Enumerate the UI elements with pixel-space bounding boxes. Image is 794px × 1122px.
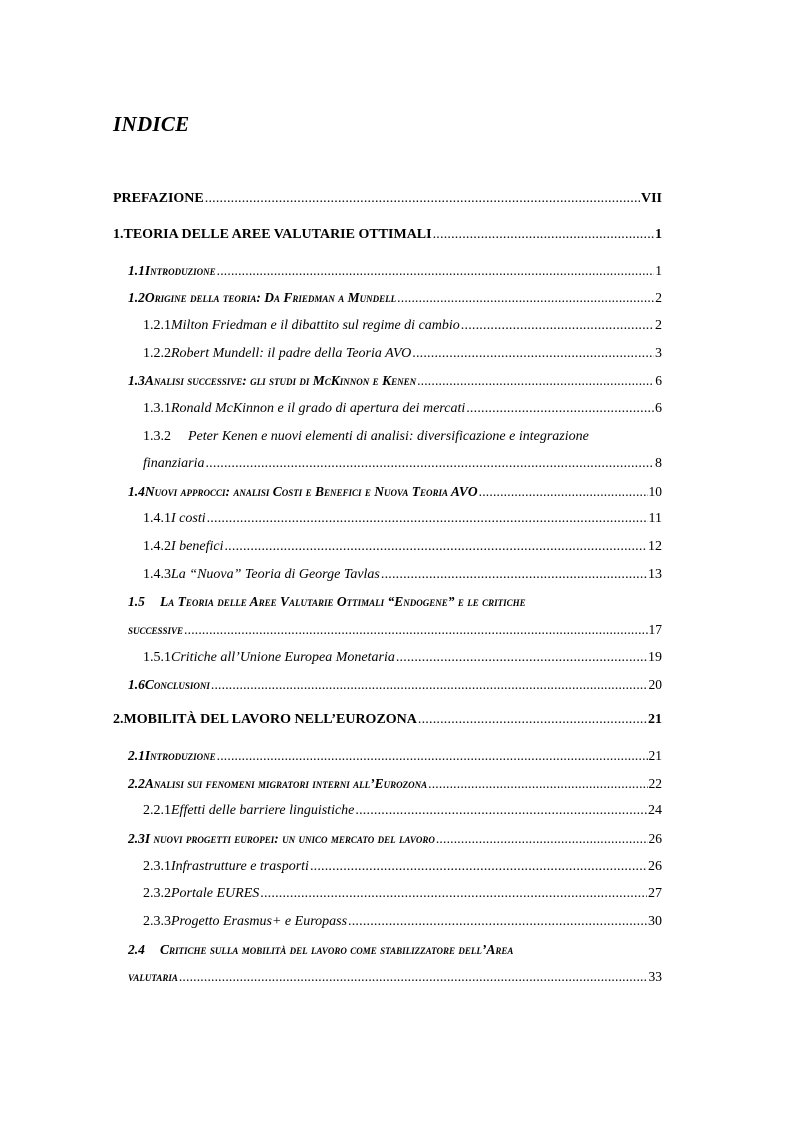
toc-entry-page: 13 (648, 567, 662, 582)
toc-entry-number: 2.1 (128, 748, 145, 763)
toc-entry-number: 2.3.3 (143, 914, 171, 929)
toc-entry-label: valutaria (128, 969, 178, 984)
leader-dots (479, 484, 648, 500)
leader-dots (179, 969, 648, 985)
toc-entry-number: 1.2.1 (143, 318, 171, 333)
toc-entry-label: Milton Friedman e il dibattito sul regime di cambio (171, 318, 460, 333)
toc-entry-2-4-line2[interactable] (128, 969, 662, 985)
toc-entry-label: TEORIA DELLE AREE VALUTARIE OTTIMALI (123, 227, 432, 242)
leader-dots (355, 803, 647, 819)
toc-entry-page: 2 (655, 290, 662, 305)
toc-entry-2-2-1[interactable] (143, 803, 662, 819)
toc-entry-number: 1.2 (128, 290, 145, 305)
leader-dots (205, 456, 654, 472)
toc-entry-label: Origine della teoria: Da Friedman a Mundell (144, 290, 397, 305)
toc-entry-number: 2.4 (128, 942, 145, 957)
toc-entry-label: I benefici (171, 539, 224, 554)
toc-entry-label: I nuovi progetti europei: un unico mercato del lavoro (144, 831, 435, 846)
leader-dots (260, 886, 647, 902)
leader-dots (436, 831, 648, 847)
toc-entry-label: MOBILITÀ DEL LAVORO NELL’EUROZONA (123, 712, 417, 727)
leader-dots (461, 318, 654, 334)
toc-entry-label: Nuovi approcci: analisi Costi e Benefici e Nuova Teoria AVO (144, 484, 478, 499)
toc-entry-number: 1.4.2 (143, 539, 171, 554)
toc-entry-2-1[interactable] (128, 748, 662, 764)
toc-entry-number: 1.1 (128, 263, 145, 278)
leader-dots (412, 346, 654, 362)
toc-entry-page: 10 (648, 484, 662, 499)
toc-entry-page: 21 (648, 748, 662, 763)
leader-dots (397, 290, 654, 306)
toc-entry-page: 27 (648, 886, 662, 901)
toc-entry-1-3[interactable] (128, 373, 662, 389)
toc-entry-number: 2.2 (128, 776, 145, 791)
toc-entry-2-4-line1[interactable] (128, 942, 513, 958)
toc-entry-label: La “Nuova” Teoria di George Tavlas (171, 567, 380, 582)
toc-entry-1-6[interactable] (128, 677, 662, 693)
toc-entry-label: Analisi sui fenomeni migratori interni all’Eurozona (144, 776, 428, 791)
toc-entry-number: 1.4.1 (143, 511, 171, 526)
toc-entry-label: Peter Kenen e nuovi elementi di analisi: diversificazione e integrazione (188, 429, 589, 444)
leader-dots (205, 191, 640, 207)
toc-entry-label: Introduzione (144, 748, 216, 763)
toc-entry-page: 19 (648, 650, 662, 665)
leader-dots (381, 567, 647, 583)
toc-entry-label: finanziaria (143, 456, 205, 471)
toc-entry-1-1[interactable] (128, 263, 662, 279)
leader-dots (184, 622, 647, 638)
toc-entry-page: 26 (648, 831, 662, 846)
toc-entry-page: 30 (648, 914, 662, 929)
page-title: INDICE (113, 112, 190, 136)
toc-entry-page: 1 (655, 263, 662, 278)
toc-entry-page: 17 (648, 622, 662, 637)
leader-dots (418, 712, 647, 728)
toc-entry-1-3-2-line2[interactable] (143, 456, 662, 472)
toc-entry-number: 2.3 (128, 831, 145, 846)
toc-entry-2-3-3[interactable] (143, 914, 662, 930)
leader-dots (348, 914, 647, 930)
toc-entry-label: I costi (171, 511, 206, 526)
toc-entry-page: 21 (648, 712, 662, 727)
toc-entry-page: 24 (648, 803, 662, 818)
toc-entry-page: 3 (655, 346, 662, 361)
toc-entry-page: 6 (655, 373, 662, 388)
toc-entry-number: 2.3.1 (143, 859, 171, 874)
toc-entry-label: successive (128, 622, 184, 637)
toc-entry-2-2[interactable] (128, 776, 662, 792)
toc-entry-label: Critiche all’Unione Europea Monetaria (171, 650, 395, 665)
toc-entry-number: 1.3.1 (143, 401, 171, 416)
toc-entry-number: 2. (113, 712, 124, 727)
toc-entry-1-5-1[interactable] (143, 650, 662, 666)
toc-entry-label: Analisi successive: gli studi di McKinnon e Kenen (144, 373, 417, 388)
toc-entry-number: 2.3.2 (143, 886, 171, 901)
toc-entry-2-3[interactable] (128, 831, 662, 847)
toc-entry-page: 22 (648, 776, 662, 791)
leader-dots (428, 776, 647, 792)
leader-dots (417, 373, 654, 389)
toc-entry-2-3-2[interactable] (143, 886, 662, 902)
toc-entry-chapter-2[interactable] (113, 712, 662, 728)
leader-dots (310, 859, 647, 875)
toc-entry-page: 6 (655, 401, 662, 416)
toc-entry-page: 20 (648, 677, 662, 692)
toc-entry-1-4[interactable] (128, 484, 662, 500)
leader-dots (217, 748, 648, 764)
toc-entry-number: 1.2.2 (143, 346, 171, 361)
toc-entry-page: 11 (648, 511, 662, 526)
toc-entry-1-5-line1[interactable] (128, 594, 526, 610)
toc-entry-1-5-line2[interactable] (128, 622, 662, 638)
toc-entry-prefazione[interactable] (113, 191, 662, 207)
toc-entry-1-3-1[interactable] (143, 401, 662, 417)
toc-entry-chapter-1[interactable] (113, 227, 662, 243)
toc-entry-1-4-3[interactable] (143, 567, 662, 583)
toc-entry-page: 12 (648, 539, 662, 554)
leader-dots (396, 650, 647, 666)
toc-entry-1-3-2-line1[interactable] (143, 429, 589, 445)
leader-dots (433, 227, 654, 243)
leader-dots (217, 263, 655, 279)
toc-entry-label: Robert Mundell: il padre della Teoria AVO (171, 346, 412, 361)
toc-entry-label: Effetti delle barriere linguistiche (171, 803, 355, 818)
toc-entry-number: 1.4.3 (143, 567, 171, 582)
toc-entry-number: 1.3 (128, 373, 145, 388)
toc-entry-page: VII (640, 191, 662, 206)
toc-entry-1-4-2[interactable] (143, 539, 662, 555)
toc-entry-label: Critiche sulla mobilità del lavoro come stabilizzatore dell’Area (160, 942, 514, 957)
toc-entry-number: 1.5.1 (143, 650, 171, 665)
toc-entry-label: Ronald McKinnon e il grado di apertura dei mercati (171, 401, 466, 416)
toc-entry-label: La Teoria delle Aree Valutarie Ottimali “Endogene” e le critiche (160, 594, 526, 609)
toc-entry-page: 26 (648, 859, 662, 874)
toc-entry-label: Infrastrutture e trasporti (171, 859, 309, 874)
toc-entry-number: 1.4 (128, 484, 145, 499)
toc-entry-number: 1.3.2 (143, 429, 171, 444)
toc-entry-number: 2.2.1 (143, 803, 171, 818)
toc-entry-page: 8 (655, 456, 662, 471)
toc-entry-label: Conclusioni (144, 677, 210, 692)
leader-dots (224, 539, 647, 555)
toc-entry-number: 1. (113, 227, 124, 242)
toc-entry-1-2-2[interactable] (143, 346, 662, 362)
toc-entry-label: Progetto Erasmus+ e Europass (171, 914, 348, 929)
toc-entry-1-4-1[interactable] (143, 511, 662, 527)
toc-entry-label: Introduzione (144, 263, 216, 278)
leader-dots (207, 511, 648, 527)
leader-dots (211, 677, 648, 693)
toc-entry-label: Portale EURES (171, 886, 260, 901)
toc-entry-2-3-1[interactable] (143, 859, 662, 875)
toc-entry-1-2[interactable] (128, 290, 662, 306)
toc-entry-label: PREFAZIONE (113, 191, 204, 206)
toc-entry-number: 1.6 (128, 677, 145, 692)
toc-entry-1-2-1[interactable] (143, 318, 662, 334)
leader-dots (466, 401, 654, 417)
toc-entry-page: 2 (655, 318, 662, 333)
toc-entry-number: 1.5 (128, 594, 145, 609)
toc-entry-page: 1 (655, 227, 662, 242)
toc-entry-page: 33 (648, 969, 662, 984)
